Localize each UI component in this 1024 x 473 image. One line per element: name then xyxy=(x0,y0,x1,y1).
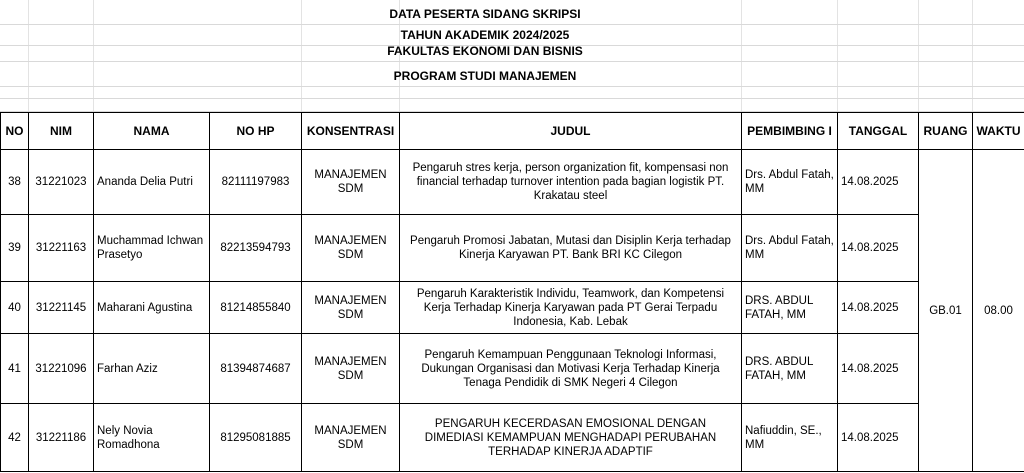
cell-nama[interactable]: Farhan Aziz xyxy=(94,334,210,404)
cell-judul[interactable]: Pengaruh Karakteristik Individu, Teamwork, dan Kompetensi Kerja Terhadap Kinerja Karyawan pada PT Gerai Terpadu Indonesia, Kab. Lebak xyxy=(400,282,742,334)
cell-tanggal[interactable]: 14.08.2025 xyxy=(838,334,919,404)
cell-nim[interactable]: 31221145 xyxy=(29,282,94,334)
cell-no[interactable]: 38 xyxy=(1,150,29,215)
table-row xyxy=(1,282,1024,334)
table-row xyxy=(1,215,1024,282)
faculty: FAKULTAS EKONOMI DAN BISNIS xyxy=(387,44,583,58)
header-waktu[interactable]: WAKTU xyxy=(973,113,1024,150)
header-nohp[interactable]: NO HP xyxy=(210,113,302,150)
cell-nim[interactable]: 31221096 xyxy=(29,334,94,404)
cell-konsentrasi[interactable]: MANAJEMEN SDM xyxy=(302,334,400,404)
header-pembimbing[interactable]: PEMBIMBING I xyxy=(742,113,838,150)
cell-pembimbing[interactable]: Drs. Abdul Fatah, MM xyxy=(742,215,838,282)
cell-tanggal[interactable]: 14.08.2025 xyxy=(838,404,919,472)
cell-judul[interactable]: Pengaruh Kemampuan Penggunaan Teknologi Informasi, Dukungan Organisasi dan Motivasi Kerja Terhadap Kinerja Tenaga Pendidik di SMK Negeri 4 Cilegon xyxy=(400,334,742,404)
cell-no[interactable]: 41 xyxy=(1,334,29,404)
cell-konsentrasi[interactable]: MANAJEMEN SDM xyxy=(302,404,400,472)
cell-nohp[interactable]: 82111197983 xyxy=(210,150,302,215)
title-row-1 xyxy=(0,4,1024,25)
cell-judul[interactable]: Pengaruh stres kerja, person organization fit, kompensasi non financial terhadap turnover intention pada bagian logistik PT. Krakatau steel xyxy=(400,150,742,215)
table-row xyxy=(1,150,1024,215)
academic-year: TAHUN AKADEMIK 2024/2025 xyxy=(400,28,570,42)
cell-no[interactable]: 39 xyxy=(1,215,29,282)
header-konsentrasi[interactable]: KONSENTRASI xyxy=(302,113,400,150)
cell-nim[interactable]: 31221186 xyxy=(29,404,94,472)
cell-konsentrasi[interactable]: MANAJEMEN SDM xyxy=(302,150,400,215)
cell-tanggal[interactable]: 14.08.2025 xyxy=(838,282,919,334)
cell-no[interactable]: 40 xyxy=(1,282,29,334)
table-row xyxy=(1,404,1024,472)
cell-konsentrasi[interactable]: MANAJEMEN SDM xyxy=(302,215,400,282)
cell-judul[interactable]: PENGARUH KECERDASAN EMOSIONAL DENGAN DIMEDIASI KEMAMPUAN MENGHADAPI PERUBAHAN TERHADAP KINERJA ADAPTIF xyxy=(400,404,742,472)
cell-pembimbing[interactable]: DRS. ABDUL FATAH, MM xyxy=(742,282,838,334)
cell-nama[interactable]: Maharani Agustina xyxy=(94,282,210,334)
participants-table xyxy=(0,112,1024,472)
cell-tanggal[interactable]: 14.08.2025 xyxy=(838,150,919,215)
cell-nama[interactable]: Nely Novia Romadhona xyxy=(94,404,210,472)
doc-title: DATA PESERTA SIDANG SKRIPSI xyxy=(389,7,581,21)
cell-judul[interactable]: Pengaruh Promosi Jabatan, Mutasi dan Disiplin Kerja terhadap Kinerja Karyawan PT. Bank BRI KC Cilegon xyxy=(400,215,742,282)
cell-konsentrasi[interactable]: MANAJEMEN SDM xyxy=(302,282,400,334)
cell-waktu[interactable]: 08.00 xyxy=(973,150,1024,472)
cell-pembimbing[interactable]: Drs. Abdul Fatah, MM xyxy=(742,150,838,215)
table-row xyxy=(1,334,1024,404)
study-program: PROGRAM STUDI MANAJEMEN xyxy=(393,69,577,83)
cell-nama[interactable]: Ananda Delia Putri xyxy=(94,150,210,215)
header-nama[interactable]: NAMA xyxy=(94,113,210,150)
title-row-3 xyxy=(0,41,1024,62)
cell-tanggal[interactable]: 14.08.2025 xyxy=(838,215,919,282)
cell-pembimbing[interactable]: DRS. ABDUL FATAH, MM xyxy=(742,334,838,404)
header-row xyxy=(1,113,1024,150)
header-nim[interactable]: NIM xyxy=(29,113,94,150)
cell-nohp[interactable]: 81214855840 xyxy=(210,282,302,334)
cell-nim[interactable]: 31221023 xyxy=(29,150,94,215)
cell-no[interactable]: 42 xyxy=(1,404,29,472)
cell-ruang[interactable]: GB.01 xyxy=(919,150,973,472)
blank-row xyxy=(0,87,1024,99)
cell-nim[interactable]: 31221163 xyxy=(29,215,94,282)
blank-row xyxy=(0,99,1024,112)
header-no[interactable]: NO xyxy=(1,113,29,150)
header-ruang[interactable]: RUANG xyxy=(919,113,973,150)
cell-nohp[interactable]: 81394874687 xyxy=(210,334,302,404)
cell-nohp[interactable]: 82213594793 xyxy=(210,215,302,282)
cell-pembimbing[interactable]: Nafiuddin, SE., MM xyxy=(742,404,838,472)
cell-nohp[interactable]: 81295081885 xyxy=(210,404,302,472)
header-judul[interactable]: JUDUL xyxy=(400,113,742,150)
header-tanggal[interactable]: TANGGAL xyxy=(838,113,919,150)
title-row-4 xyxy=(0,66,1024,87)
cell-nama[interactable]: Muchammad Ichwan Prasetyo xyxy=(94,215,210,282)
